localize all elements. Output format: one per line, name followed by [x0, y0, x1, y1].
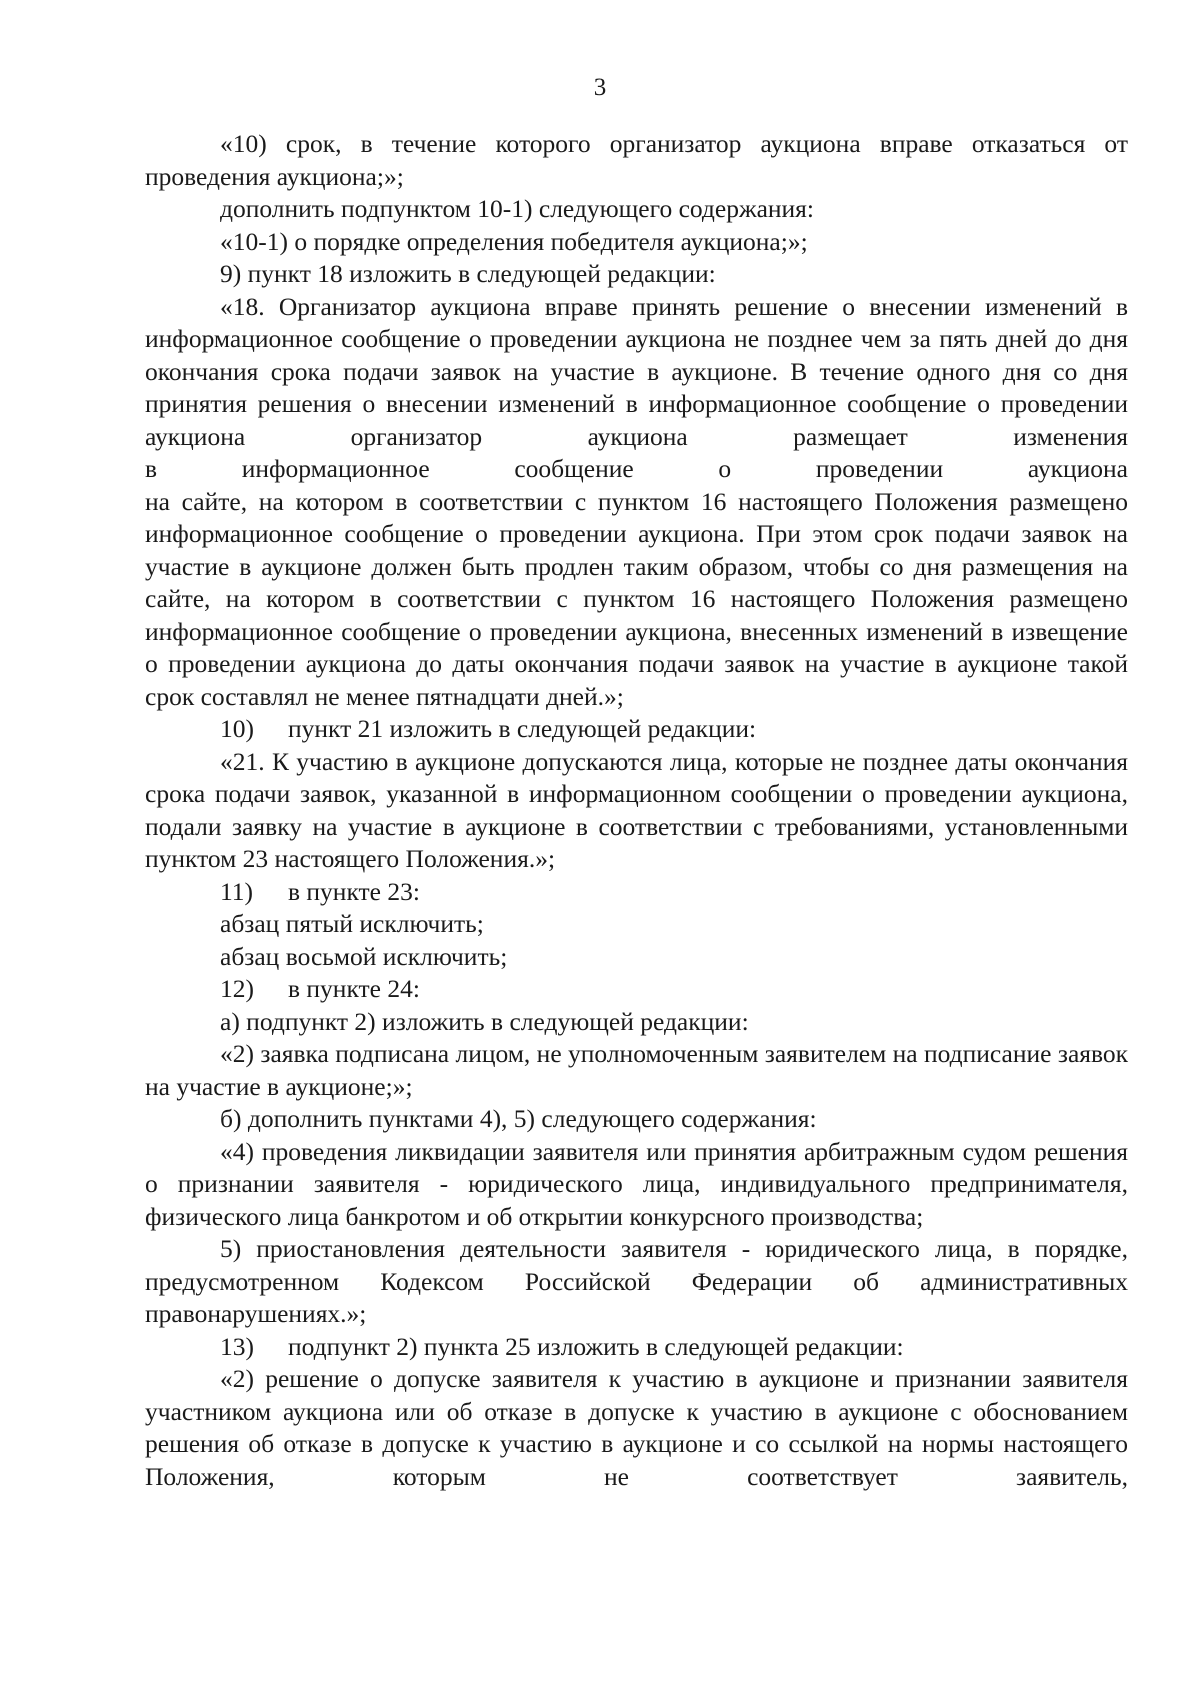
numbered-paragraph [145, 876, 1128, 909]
numbered-paragraph [145, 1331, 1128, 1364]
paragraph: «2) решение о допуске заявителя к участию в аукционе и признании заявителя участником аукциона или об отказе в допуске к участию в аукционе с обоснованием решения об отказе в допуске к участию в аукционе и со ссылкой на нормы настоящего Положения, которым не соответствует заявитель, [145, 1364, 1128, 1491]
paragraph: «21. К участию в аукционе допускаются лица, которые не позднее даты окончания срока подачи заявок, указанной в информационном сообщении о проведении аукциона, подали заявку на участие в аукционе в соответствии с требованиями, установленными пунктом 23 настоящего Положения.»; [145, 746, 1128, 873]
item-text: в пункте 23: [288, 876, 420, 906]
numbered-paragraph [145, 973, 1128, 1006]
paragraph: б) дополнить пунктами 4), 5) следующего содержания: [220, 1104, 817, 1133]
paragraph: «10-1) о порядке определения победителя аукциона;»; [220, 226, 808, 256]
paragraph: 5) приостановления деятельности заявителя - юридического лица, в порядке, предусмотренном Кодексом Российской Федерации об административных правонарушениях.»; [145, 1234, 1128, 1328]
paragraph: 9) пункт 18 изложить в следующей редакции: [220, 259, 716, 288]
paragraph: на сайте, на котором в соответствии с пунктом 16 настоящего Положения размещено информационное сообщение о проведении аукциона. При этом срок подачи заявок на участие в аукционе должен быть продлен таким образом, чтобы со дня размещения на сайте, на котором в соответствии с пунктом 16 настоящего Положения размещено информационное сообщение о проведении аукциона, внесенных изменений в извещение о проведении аукциона до даты окончания подачи заявок на участие в аукционе такой срок составлял не менее пятнадцати дней.»; [145, 486, 1128, 711]
numbered-paragraph [145, 713, 1128, 746]
paragraph: «18. Организатор аукциона вправе принять решение о внесении изменений в информационное сообщение о проведении аукциона не позднее чем за пять дней до дня окончания срока подачи заявок на участие в аукционе. В течение одного дня со дня принятия решения о внесении изменений в информационное сообщение о проведении аукциона организатор аукциона размещает изменения [145, 291, 1128, 451]
paragraph: «4) проведения ликвидации заявителя или принятия арбитражным судом решения о признании заявителя - юридического лица, индивидуального предпринимателя, физического лица банкротом и об открытии конкурсного производства; [145, 1136, 1128, 1231]
paragraph: в информационное сообщение о проведении аукциона [145, 454, 1128, 483]
item-number: 13) [220, 1331, 254, 1361]
page-number: 3 [593, 74, 607, 101]
item-text: подпункт 2) пункта 25 изложить в следующей редакции: [288, 1331, 904, 1361]
item-text: пункт 21 изложить в следующей редакции: [288, 714, 757, 743]
paragraph: «10) срок, в течение которого организатор аукциона вправе отказаться от проведения аукциона;»; [145, 129, 1128, 191]
item-text: в пункте 24: [288, 974, 420, 1003]
paragraph: «2) заявка подписана лицом, не уполномоченным заявителем на подписание заявок на участие в аукционе;»; [145, 1039, 1128, 1101]
item-number: 12) [220, 974, 254, 1003]
paragraph: абзац пятый исключить; [220, 909, 484, 938]
paragraph: а) подпункт 2) изложить в следующей редакции: [220, 1006, 749, 1036]
item-number: 10) [220, 714, 254, 743]
paragraph: абзац восьмой исключить; [220, 941, 508, 971]
item-number: 11) [220, 876, 254, 906]
document-body [145, 128, 1128, 1493]
paragraph: дополнить подпунктом 10-1) следующего содержания: [220, 194, 814, 223]
